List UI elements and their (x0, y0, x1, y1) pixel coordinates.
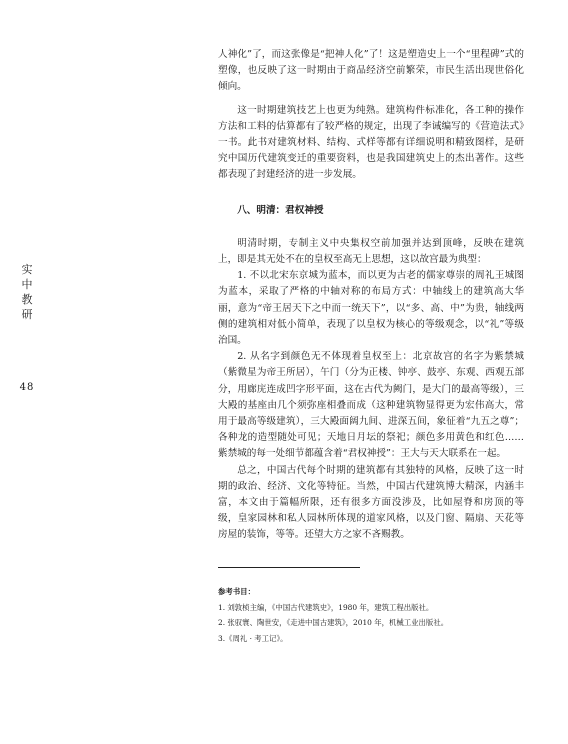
vertical-journal-label (20, 262, 34, 322)
paragraph-continuation: 人神化”了，而这张像是“把神人化”了！这是塑造史上一个“里程碑”式的塑像，也反映了这一时期由于商品经济空前繁荣，市民生活出现世俗化倾向。 (218, 49, 524, 93)
references (218, 584, 524, 646)
reference-item: 2. 张驭寰、陶世安，《走进中国古建筑》，2010 年，机械工业出版社。 (218, 618, 449, 627)
footnote-divider (218, 567, 360, 568)
paragraph-point-1: 1. 不以北宋东京城为蓝本，而以更为古老的儒家尊崇的周礼王城图为蓝本，采取了严格的中轴对称的布局方式：中轴线上的建筑高大华丽，意为“帝王居天下之中而一统天下”，以“多、高、中”为贵，轴线两侧的建筑相对低小简单，表现了以皇权为核心的等级观念，以“礼”等级治国。 (218, 270, 524, 347)
reference-item: 1. 刘敦桢主编，《中国古代建筑史》，1980 年，建筑工程出版社。 (218, 602, 434, 612)
paragraph-ming-qing-intro: 明清时期，专制主义中央集权空前加强并达到顶峰，反映在建筑上，即是其无处不在的皇权至高无上思想，这以故宫最为典型： (218, 237, 524, 266)
reference-item: 3.《周礼 · 考工记》。 (218, 633, 288, 643)
paragraph-building-techniques: 这一时期建筑技艺上也更为纯熟。建筑构件标准化，各工种的操作方法和工料的估算都有了较严格的规定，出现了李诫编写的《营造法式》一书。此书对建筑材料、结构、式样等都有详细说明和精致图样，是研究中国历代建筑变迁的重要资料，也是我国建筑史上的杰出著作。这些都表现了封建经济的进一步发展。 (218, 104, 524, 181)
body-text (218, 47, 524, 544)
side-label-char: 教 (21, 293, 33, 306)
references-title: 参考书目： (218, 587, 255, 596)
side-label-char: 中 (21, 278, 33, 291)
side-label-char: 研 (21, 308, 33, 321)
side-label-char: 实 (21, 263, 33, 276)
paragraph-conclusion: 总之，中国古代每个时期的建筑都有其独特的风格，反映了这一时期的政治、经济、文化等特征。当然，中国古代建筑博大精深，内涵丰富，本文由于篇幅所限，还有很多方面没涉及，比如屋脊和房顶的等级，皇家园林和私人园林所体现的道家风格，以及门窗、隔扇、天花等房屋的装饰，等等。还望大方之家不吝赐教。 (218, 464, 524, 541)
page-number: 48 (19, 382, 35, 393)
paragraph-point-2: 2. 从名字到颜色无不体现着皇权至上：北京故宫的名字为紫禁城（紫微星为帝王所居），午门（分为正楼、钟亭、鼓亭、东观、西观五部分，用廊庑连成凹字形平面，这在古代为阙门，是大门的最高等级），三大殿的基座由几个须弥座相叠而成（这种建筑物显得更为宏伟高大，常用于最高等级建筑），三大殿面阔九间、进深五间，象征着“九五之尊”；各种龙的造型随处可见；天地日月坛的祭祀；颜色多用黄色和红色……紫禁城的每一处细节都蕴含着“君权神授”：王大与天大联系在一起。 (218, 351, 524, 460)
section-heading: 八、明清：君权神授 (237, 204, 324, 216)
